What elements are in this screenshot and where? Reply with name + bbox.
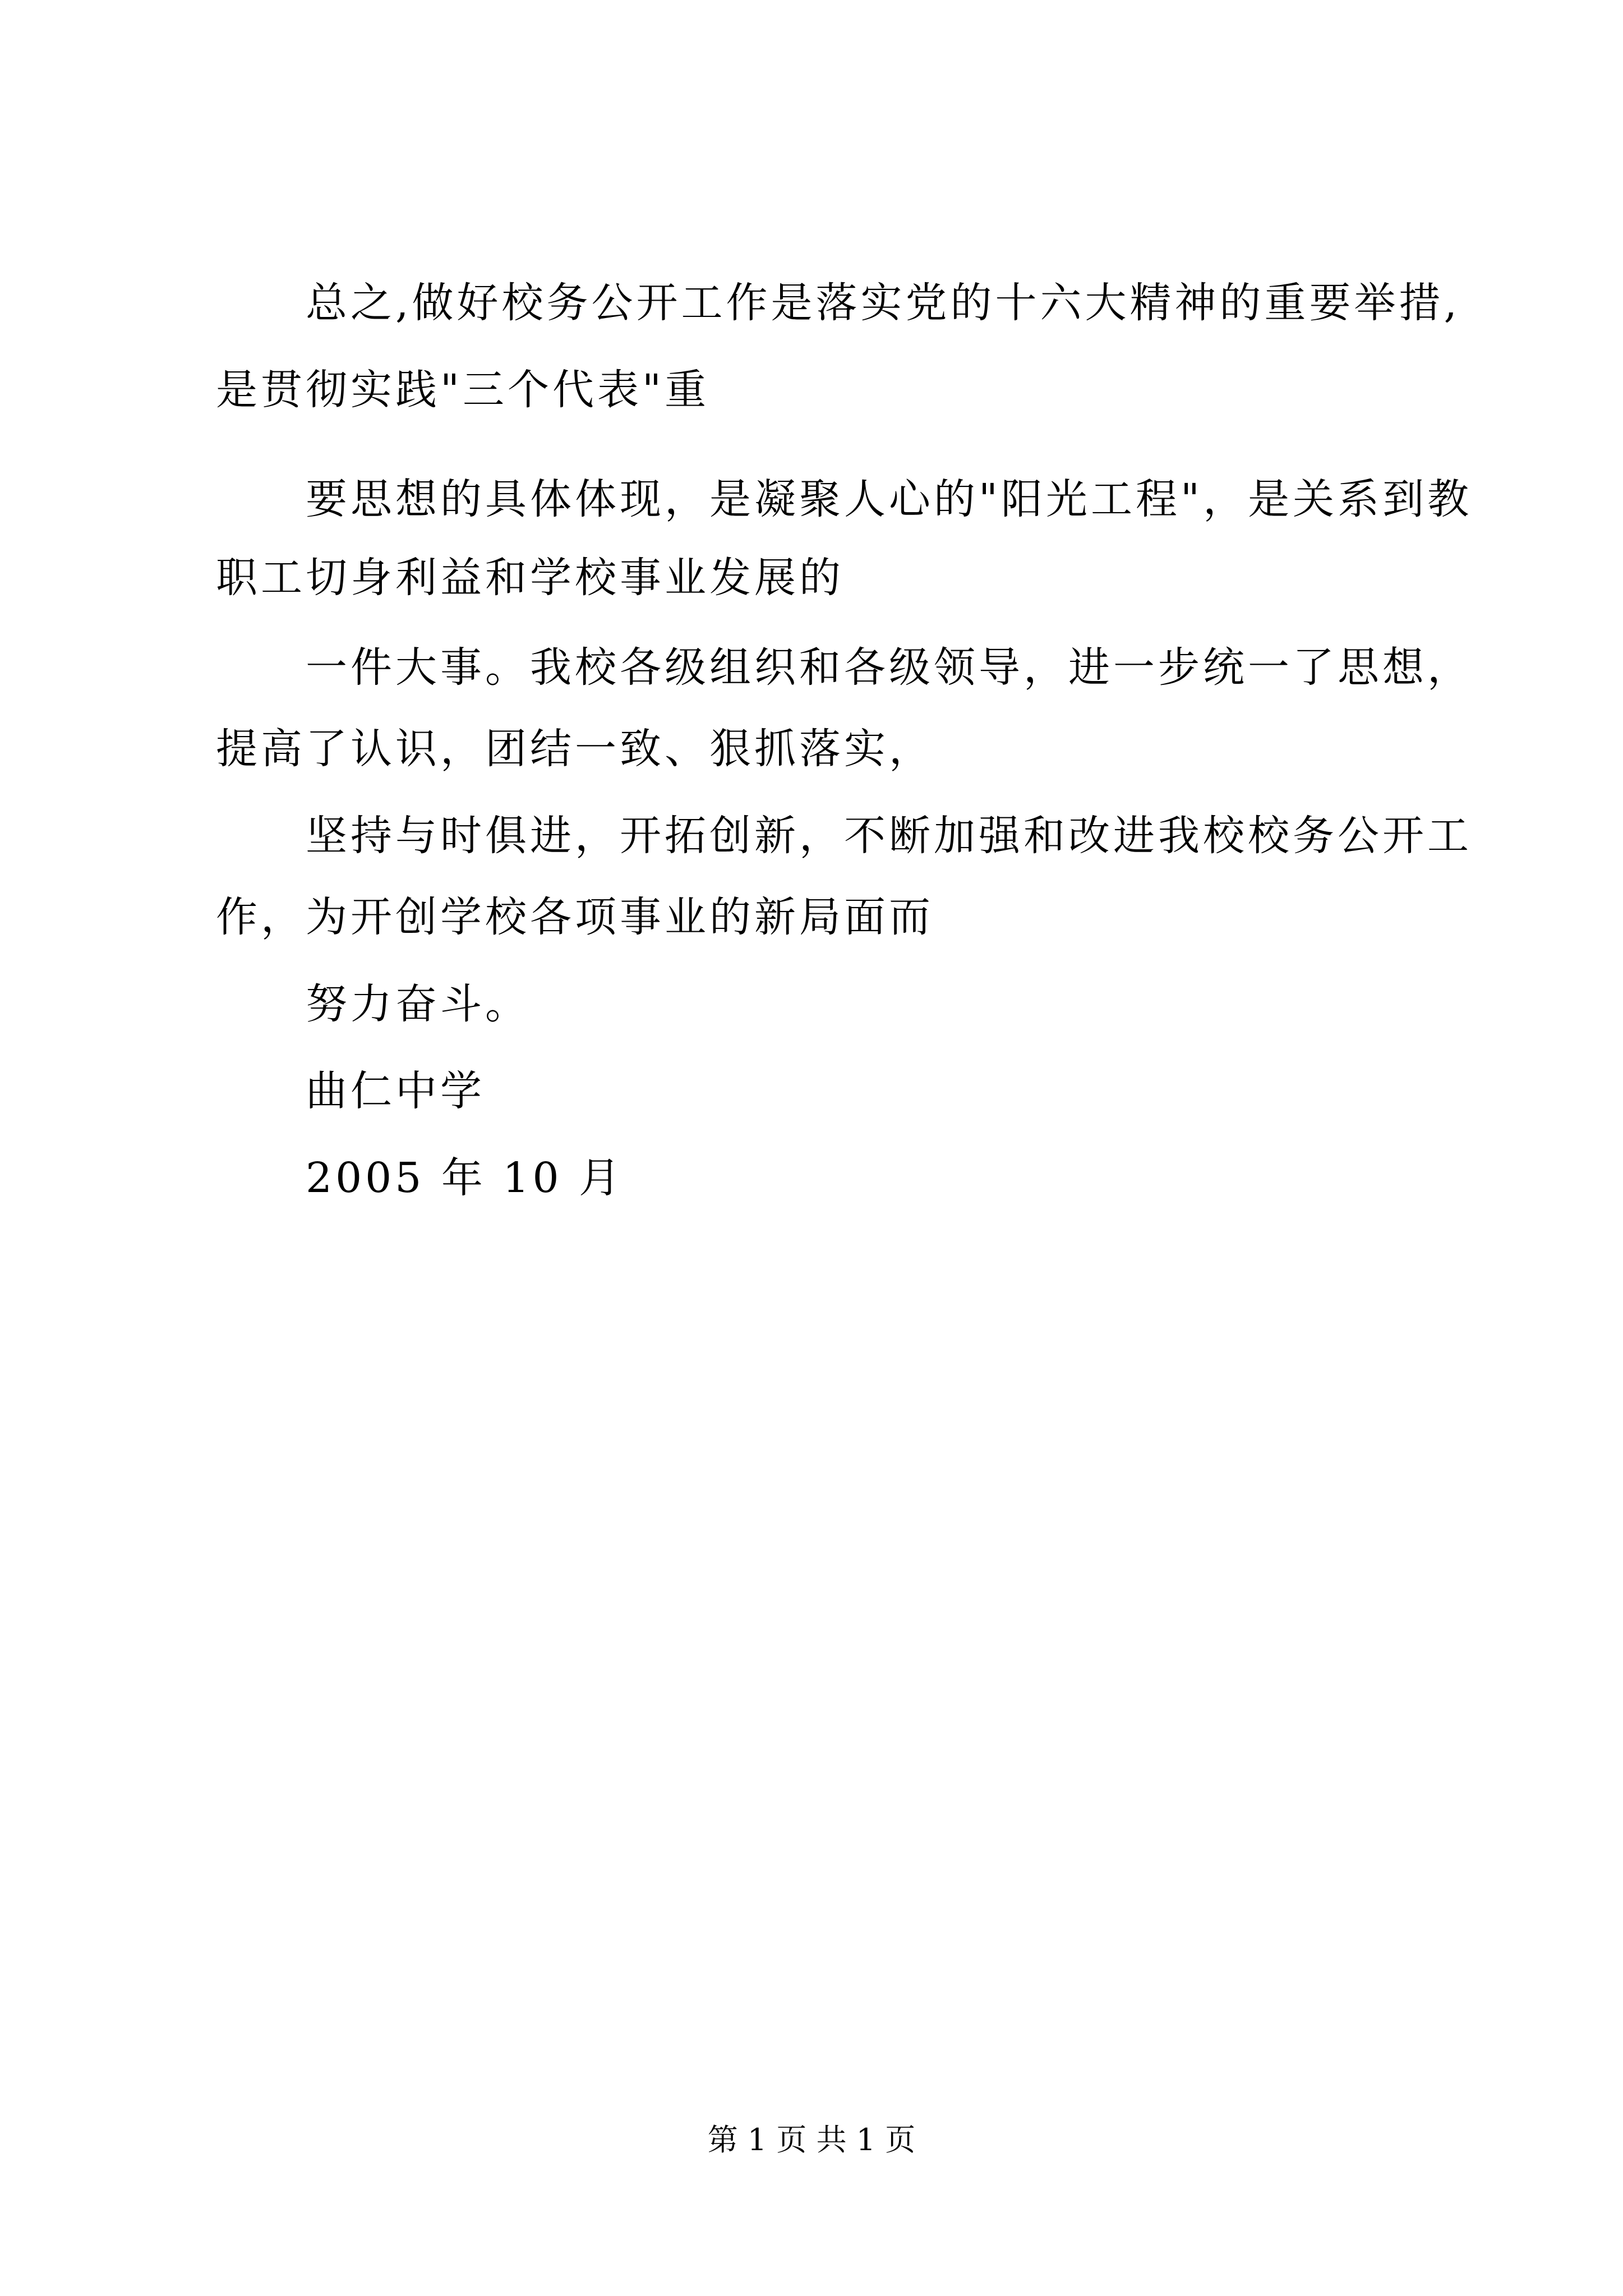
paragraph-line-5: 一件大事。我校各级组织和各级领导，进一步统一了思想，	[306, 643, 1472, 692]
paragraph-line-7: 坚持与时俱进，开拓创新，不断加强和改进我校校务公开工	[306, 812, 1472, 860]
signature-school: 曲仁中学	[306, 1067, 485, 1115]
page-number-footer: 第 1 页 共 1 页	[707, 2122, 916, 2157]
signature-date: 2005 年 10 月	[306, 1154, 624, 1202]
paragraph-line-3: 要思想的具体体现，是凝聚人心的"阳光工程"，是关系到教	[306, 475, 1473, 523]
paragraph-line-6: 提高了认识，团结一致、狠抓落实，	[216, 725, 934, 773]
paragraph-line-8: 作，为开创学校各项事业的新局面而	[216, 893, 934, 941]
paragraph-line-2: 是贯彻实践"三个代表"重	[216, 366, 710, 414]
paragraph-line-4: 职工切身利益和学校事业发展的	[216, 554, 844, 602]
paragraph-line-1: 总之,做好校务公开工作是落实党的十六大精神的重要举措,	[306, 279, 1461, 327]
paragraph-line-9: 努力奋斗。	[306, 980, 530, 1028]
